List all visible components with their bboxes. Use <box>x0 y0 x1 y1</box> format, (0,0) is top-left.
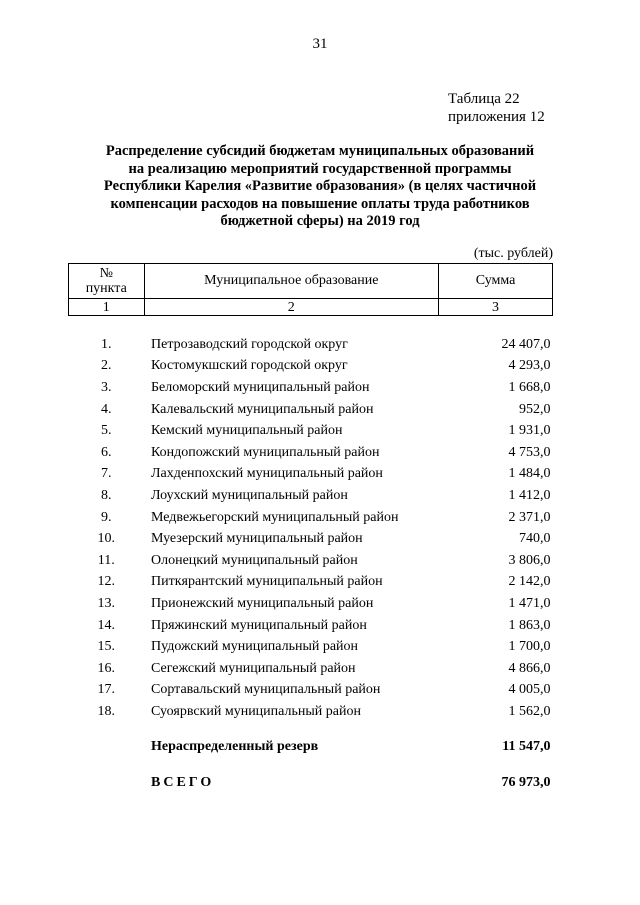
spacer-cell <box>69 316 553 335</box>
municipality-name: Сортавальский муниципальный район <box>151 682 381 698</box>
municipality-name: Лахденпохский муниципальный район <box>151 466 383 482</box>
table-row <box>69 507 553 529</box>
row-number: 10. <box>97 531 115 547</box>
table-row <box>69 636 553 658</box>
row-number: 8. <box>101 487 112 503</box>
table-row <box>69 658 553 680</box>
table-body <box>69 316 553 794</box>
table-row <box>69 334 553 356</box>
subsidy-amount: 4 866,0 <box>508 660 551 676</box>
reserve-row <box>69 737 553 759</box>
municipality-name: Олонецкий муниципальный район <box>151 552 358 568</box>
page-number: 31 <box>312 36 328 52</box>
total-amount: 76 973,0 <box>501 775 551 791</box>
municipality-name: Беломорский муниципальный район <box>151 379 370 395</box>
title-line: на реализацию мероприятий государственной программы <box>128 160 512 177</box>
spacer-row <box>69 723 553 737</box>
appendix-reference <box>448 90 545 126</box>
municipality-name: Костомукшский городской округ <box>151 358 348 374</box>
row-number: 5. <box>101 423 112 439</box>
subsidy-allocation-table <box>68 263 553 794</box>
subsidy-amount: 1 931,0 <box>508 423 551 439</box>
header-row <box>69 264 553 299</box>
row-number: 9. <box>101 509 112 525</box>
subsidy-amount: 740,0 <box>519 531 551 547</box>
table-row <box>69 399 553 421</box>
subsidy-amount: 952,0 <box>519 401 551 417</box>
header-number-word: пункта <box>85 281 127 296</box>
row-number: 1. <box>101 336 112 352</box>
table-row <box>69 593 553 615</box>
spacer-cell <box>69 723 553 737</box>
subsidy-amount: 4 753,0 <box>508 444 551 460</box>
column-index: 1 <box>69 299 145 316</box>
municipality-name: Питкярантский муниципальный район <box>151 574 383 590</box>
row-number: 7. <box>101 466 112 482</box>
title-line: Республики Карелия «Развитие образования» (в целях частичной <box>103 178 537 194</box>
spacer-row <box>69 758 553 772</box>
table-row <box>69 464 553 486</box>
row-number: 13. <box>97 595 115 611</box>
subsidy-amount: 1 484,0 <box>508 466 551 482</box>
table-row <box>69 680 553 702</box>
row-number: 17. <box>97 682 115 698</box>
table-row <box>69 528 553 550</box>
municipality-name: Медвежьегорский муниципальный район <box>151 509 399 525</box>
row-number: 4. <box>101 401 112 417</box>
municipality-name: Кемский муниципальный район <box>151 423 343 439</box>
subsidy-amount: 2 142,0 <box>508 574 551 590</box>
row-number: 2. <box>101 358 112 374</box>
municipality-name: Суоярвский муниципальный район <box>151 703 361 719</box>
subsidy-amount: 1 562,0 <box>508 703 551 719</box>
subsidy-amount: 24 407,0 <box>501 336 551 352</box>
units-label: (тыс. рублей) <box>473 246 553 261</box>
subsidy-amount: 1 700,0 <box>508 639 551 655</box>
total-row <box>69 772 553 794</box>
column-index-row <box>69 299 553 316</box>
table-row <box>69 701 553 723</box>
row-number: 15. <box>97 639 115 655</box>
subsidy-amount: 2 371,0 <box>508 509 551 525</box>
header-number-sign: № <box>99 266 113 281</box>
title-line: Распределение субсидий бюджетам муниципальных образований <box>105 143 535 159</box>
municipality-name: Лоухский муниципальный район <box>151 487 348 503</box>
header-item-number <box>69 264 145 299</box>
subsidy-amount: 3 806,0 <box>508 552 551 568</box>
subsidy-amount: 1 668,0 <box>508 379 551 395</box>
row-number: 16. <box>97 660 115 676</box>
reserve-label: Нераспределенный резерв <box>151 739 319 755</box>
table-row <box>69 420 553 442</box>
municipality-name: Сегежский муниципальный район <box>151 660 356 676</box>
subsidy-amount: 1 471,0 <box>508 595 551 611</box>
table-row <box>69 485 553 507</box>
appendix-table-label: Таблица 22 <box>448 91 520 107</box>
subsidy-amount: 4 293,0 <box>508 358 551 374</box>
total-label: ВСЕГО <box>151 775 215 791</box>
row-number: 11. <box>97 552 115 568</box>
municipality-name: Муезерский муниципальный район <box>151 531 363 547</box>
row-number <box>69 772 145 794</box>
table-row <box>69 377 553 399</box>
table-row <box>69 356 553 378</box>
table-row <box>69 572 553 594</box>
row-number: 18. <box>97 703 115 719</box>
header-municipality: Муниципальное образование <box>144 264 439 299</box>
spacer-cell <box>69 758 553 772</box>
table-row <box>69 550 553 572</box>
municipality-name: Прионежский муниципальный район <box>151 595 374 611</box>
column-index: 2 <box>144 299 439 316</box>
title-line: бюджетной сферы) на 2019 год <box>220 213 420 229</box>
municipality-name: Петрозаводский городской округ <box>151 336 348 352</box>
municipality-name: Калевальский муниципальный район <box>151 401 374 417</box>
document-title <box>60 143 580 231</box>
row-number: 14. <box>97 617 115 633</box>
spacer-row <box>69 316 553 335</box>
row-number: 3. <box>101 379 112 395</box>
column-index: 3 <box>439 299 553 316</box>
table-row <box>69 615 553 637</box>
row-number: 12. <box>97 574 115 590</box>
header-sum: Сумма <box>439 264 553 299</box>
table-row <box>69 442 553 464</box>
title-line: компенсации расходов на повышение оплаты труда работников <box>110 195 530 212</box>
municipality-name: Пудожский муниципальный район <box>151 639 359 655</box>
row-number <box>69 737 145 759</box>
subsidy-amount: 1 412,0 <box>508 487 551 503</box>
reserve-amount: 11 547,0 <box>502 739 551 755</box>
subsidy-amount: 4 005,0 <box>508 682 551 698</box>
row-number: 6. <box>101 444 112 460</box>
municipality-name: Пряжинский муниципальный район <box>151 617 367 633</box>
appendix-annex-label: приложения 12 <box>448 109 545 125</box>
subsidy-amount: 1 863,0 <box>508 617 551 633</box>
municipality-name: Кондопожский муниципальный район <box>151 444 380 460</box>
